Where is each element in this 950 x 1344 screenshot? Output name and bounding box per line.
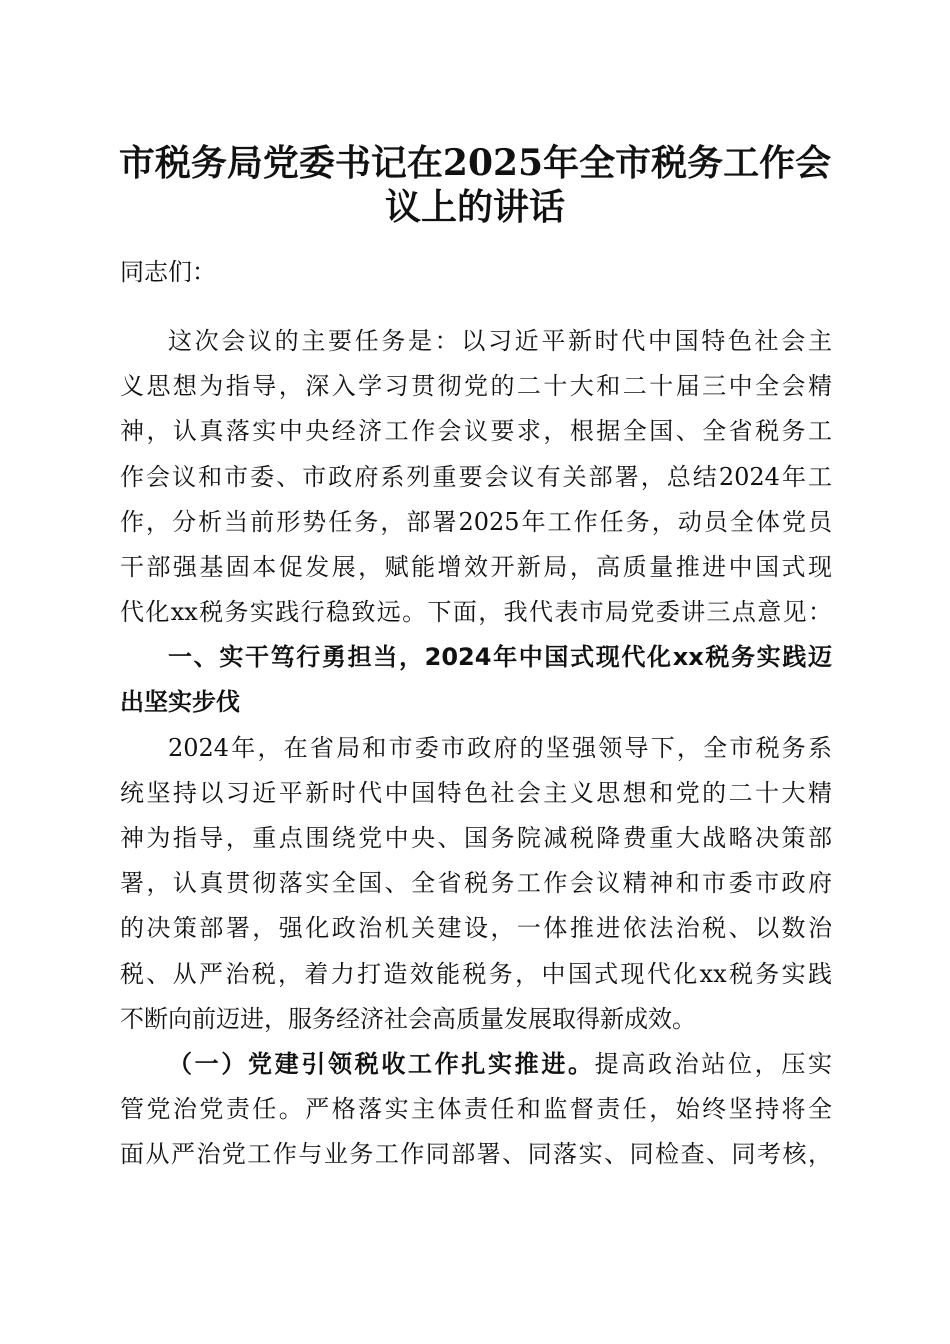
- section1-heading-line-1: 一、实干笃行勇担当，2024年中国式现代化xx税务实践迈: [168, 643, 832, 671]
- paragraph3-bold-lead: （一）党建引领税收工作扎实推进。: [168, 1049, 595, 1078]
- paragraph2-line: 不断向前迈进，服务经济社会高质量发展取得新成效。: [120, 1005, 696, 1033]
- paragraph2-line: 税、从严治税，着力打造效能税务，中国式现代化xx税务实践: [120, 960, 832, 988]
- paragraph2-line: 神为指导，重点围绕党中央、国务院减税降费重大战略决策部: [120, 824, 832, 852]
- paragraph1-line: 义思想为指导，深入学习贯彻党的二十大和二十届三中全会精: [120, 372, 832, 400]
- section1-heading-line-2: 出坚实步伐: [120, 688, 240, 716]
- paragraph2-line: 的决策部署，强化政治机关建设，一体推进依法治税、以数治: [120, 914, 832, 942]
- paragraph2-line: 统坚持以习近平新时代中国特色社会主义思想和党的二十大精: [120, 779, 832, 807]
- paragraph3-line: 管党治党责任。严格落实主体责任和监督责任，始终坚持将全: [120, 1095, 832, 1123]
- document-title-line-1: 市税务局党委书记在2025年全市税务工作会: [118, 142, 832, 184]
- paragraph1-line: 作会议和市委、市政府系列重要会议有关部署，总结2024年工: [120, 463, 832, 491]
- paragraph1-line: 神，认真落实中央经济工作会议要求，根据全国、全省税务工: [120, 417, 832, 445]
- paragraph3-line: 面从严治党工作与业务工作同部署、同落实、同检查、同考核，: [120, 1140, 832, 1168]
- paragraph1-line: 这次会议的主要任务是：以习近平新时代中国特色社会主: [168, 327, 832, 355]
- paragraph2-line: 2024年，在省局和市委市政府的坚强领导下，全市税务系: [168, 734, 832, 762]
- paragraph1-line: 干部强基固本促发展，赋能增效开新局，高质量推进中国式现: [120, 553, 832, 581]
- paragraph1-line: 作，分析当前形势任务，部署2025年工作任务，动员全体党员: [120, 508, 832, 536]
- paragraph3-line-1: [168, 1048, 832, 1080]
- paragraph1-line: 代化xx税务实践行稳致远。下面，我代表市局党委讲三点意见：: [120, 598, 832, 626]
- paragraph2-line: 署，认真贯彻落实全国、全省税务工作会议精神和市委市政府: [120, 869, 832, 897]
- paragraph3-line1-rest: 提高政治站位，压实: [594, 1050, 833, 1078]
- document-title-line-2: 议上的讲话: [384, 186, 565, 228]
- salutation: 同志们：: [120, 258, 216, 286]
